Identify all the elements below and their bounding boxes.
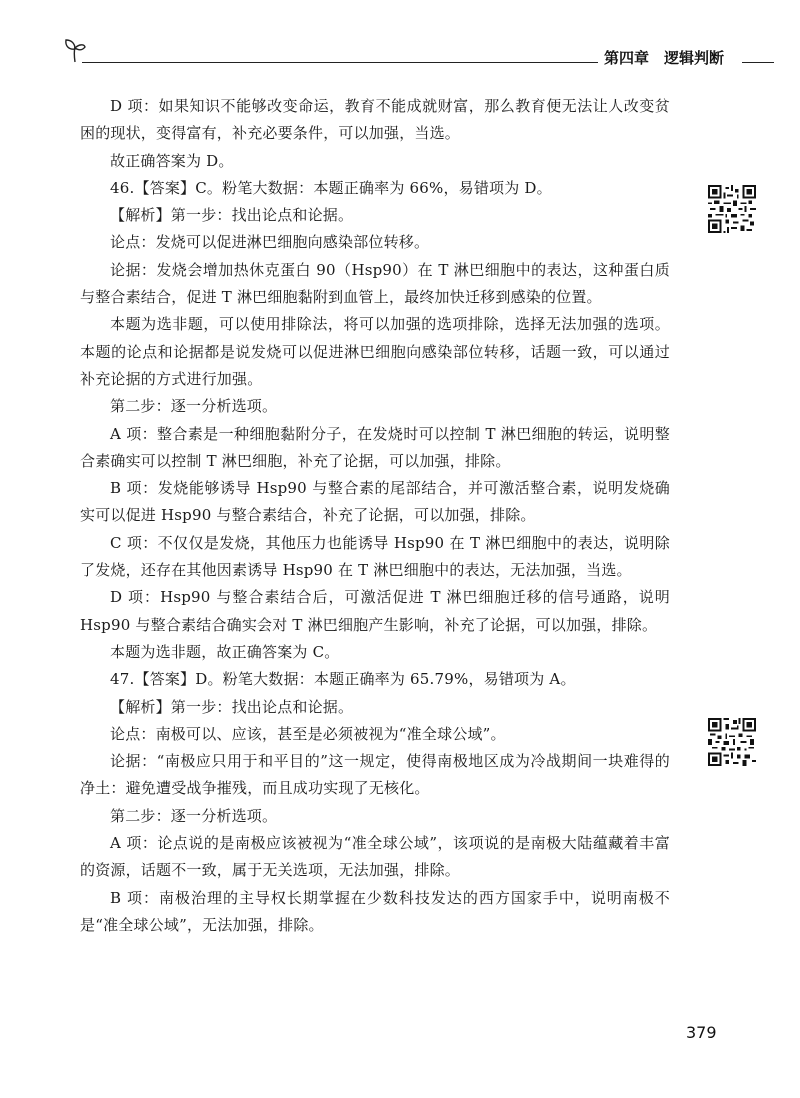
correct-answer-line: 本题为选非题，故正确答案为 C。 xyxy=(110,642,340,661)
analysis-step-one: 【解析】第一步：找出论点和论据。 xyxy=(110,697,354,716)
option-b-paragraph: B 项：发烧能够诱导 Hsp90 与整合素的尾部结合，并可激活整合素，说明发烧确实可以促进 Hsp90 与整合素结合，补充了论据，可以加强，排除。 xyxy=(80,479,670,525)
correct-answer-line: 故正确答案为 D。 xyxy=(110,151,234,170)
page-header xyxy=(62,38,774,68)
option-c-paragraph: C 项：不仅仅是发烧，其他压力也能诱导 Hsp90 在 T 淋巴细胞中的表达，说明除了发烧，还存在其他因素诱导 Hsp90 在 T 淋巴细胞中的表达，无法加强，当选。 xyxy=(80,533,670,580)
qr-code-icon[interactable] xyxy=(708,718,756,766)
option-a-paragraph: A 项：论点说的是南极应该被视为“准全球公域”，该项说的是南极大陆蕴藏着丰富的资源，话题不一致，属于无关选项，无法加强，排除。 xyxy=(80,834,670,880)
option-d-paragraph: D 项：Hsp90 与整合素结合后，可激活促进 T 淋巴细胞迁移的信号通路，说明 Hsp90 与整合素结合确实会对 T 淋巴细胞产生影响，补充了论据，可以加强，排除。 xyxy=(80,588,670,634)
thesis-paragraph: 论点：南极可以、应该，甚至是必须被视为“准全球公域”。 xyxy=(110,724,506,743)
option-d-paragraph: D 项：如果知识不能够改变命运，教育不能成就财富，那么教育便无法让人改变贫困的现状，变得富有，补充必要条件，可以加强，当选。 xyxy=(80,97,670,143)
qr-code-icon[interactable] xyxy=(708,185,756,233)
page-number: 379 xyxy=(686,1023,717,1042)
thesis-paragraph: 论点：发烧可以促进淋巴细胞向感染部位转移。 xyxy=(110,233,430,252)
option-a-paragraph: A 项：整合素是一种细胞黏附分子，在发烧时可以控制 T 淋巴细胞的转运，说明整合素确实可以控制 T 淋巴细胞，补充了论据，可以加强，排除。 xyxy=(80,424,670,470)
analysis-step-two: 第二步：逐一分析选项。 xyxy=(110,397,278,416)
analysis-paragraph: 本题为选非题，可以使用排除法，将可以加强的选项排除，选择无法加强的选项。本题的论点和论据都是说发烧可以促进淋巴细胞向感染部位转移，话题一致，可以通过补充论据的方式进行加强。 xyxy=(80,315,670,388)
question-46-answer: 46.【答案】C。粉笔大数据：本题正确率为 66%，易错项为 D。 xyxy=(110,178,552,197)
analysis-step-one: 【解析】第一步：找出论点和论据。 xyxy=(110,206,354,225)
header-rule-right xyxy=(742,62,774,63)
page-content xyxy=(80,93,670,939)
evidence-paragraph: 论据：“南极应只用于和平目的”这一规定，使得南极地区成为冷战期间一块难得的净土：避免遭受战争摧残，而且成功实现了无核化。 xyxy=(80,752,670,798)
option-b-paragraph: B 项：南极治理的主导权长期掌握在少数科技发达的西方国家手中，说明南极不是“准全球公域”，无法加强，排除。 xyxy=(80,888,670,934)
evidence-paragraph: 论据：发烧会增加热休克蛋白 90（Hsp90）在 T 淋巴细胞中的表达，这种蛋白质与整合素结合，促进 T 淋巴细胞黏附到血管上，最终加快迁移到感染的位置。 xyxy=(80,260,670,307)
analysis-step-two: 第二步：逐一分析选项。 xyxy=(110,806,278,825)
leaf-icon xyxy=(62,38,88,64)
question-47-answer: 47.【答案】D。粉笔大数据：本题正确率为 65.79%，易错项为 A。 xyxy=(110,670,576,689)
header-rule-left xyxy=(82,62,652,63)
chapter-title: 第四章 逻辑判断 xyxy=(598,47,730,68)
